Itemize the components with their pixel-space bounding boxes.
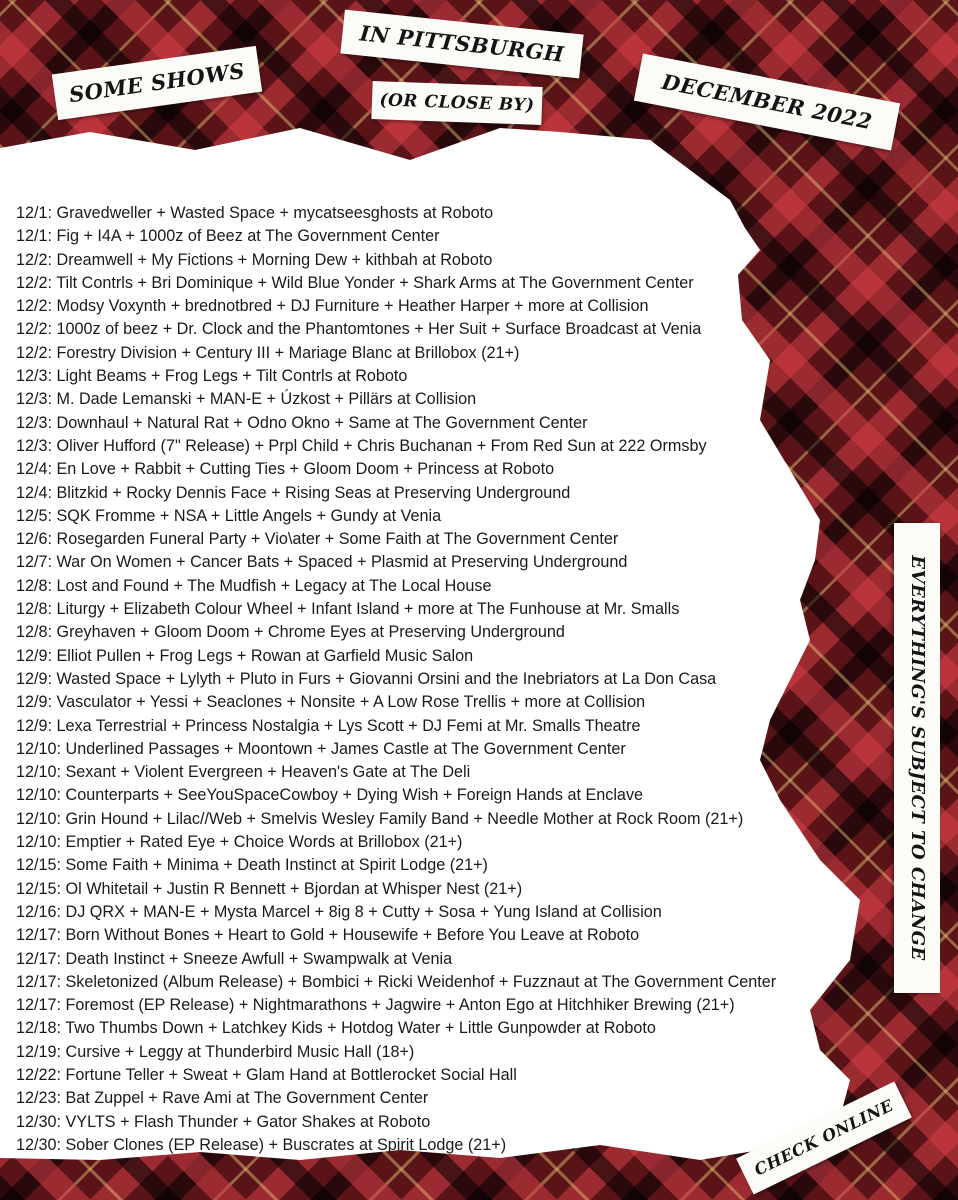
check-online-label: CHECK ONLINE xyxy=(736,1081,912,1194)
show-listing: 12/5: SQK Fromme + NSA + Little Angels + Gundy at Venia xyxy=(16,506,442,525)
show-listing: 12/1: Fig + I4A + 1000z of Beez at The Government Center xyxy=(16,227,440,246)
show-listing: 12/30: VYLTS + Flash Thunder + Gator Shakes at Roboto xyxy=(16,1112,431,1131)
some-shows-label: SOME SHOWS xyxy=(52,46,262,120)
show-listing: 12/4: En Love + Rabbit + Cutting Ties + Gloom Doom + Princess at Roboto xyxy=(16,460,555,479)
show-listing: 12/8: Liturgy + Elizabeth Colour Wheel + Infant Island + more at The Funhouse at Mr. Smalls xyxy=(16,600,680,619)
show-listing: 12/10: Underlined Passages + Moontown + James Castle at The Government Center xyxy=(16,739,626,758)
show-listing: 12/9: Wasted Space + Lylyth + Pluto in Furs + Giovanni Orsini and the Inebriators at La Don Casa xyxy=(16,669,717,688)
month-label: DECEMBER 2022 xyxy=(634,53,900,150)
show-listing: 12/2: 1000z of beez + Dr. Clock and the Phantomtones + Her Suit + Surface Broadcast at Venia xyxy=(16,320,702,339)
show-listing: 12/6: Rosegarden Funeral Party + Vio\ater + Some Faith at The Government Center xyxy=(16,530,619,549)
show-listing: 12/15: Ol Whitetail + Justin R Bennett + Bjordan at Whisper Nest (21+) xyxy=(16,879,523,898)
show-listing: 12/16: DJ QRX + MAN-E + Mysta Marcel + 8ig 8 + Cutty + Sosa + Yung Island at Collision xyxy=(16,902,662,921)
show-listing: 12/23: Bat Zuppel + Rave Ami at The Government Center xyxy=(16,1089,429,1108)
show-listing: 12/3: Oliver Hufford (7" Release) + Prpl Child + Chris Buchanan + From Red Sun at 222 Ormsby xyxy=(16,436,707,455)
show-listing: 12/2: Tilt Contrls + Bri Dominique + Wild Blue Yonder + Shark Arms at The Government Center xyxy=(16,273,694,292)
show-listing: 12/19: Cursive + Leggy at Thunderbird Music Hall (18+) xyxy=(16,1042,415,1061)
show-listing: 12/7: War On Women + Cancer Bats + Spaced + Plasmid at Preserving Underground xyxy=(16,553,628,572)
or-close-by-label: (OR CLOSE BY) xyxy=(371,81,542,125)
shows-list xyxy=(16,202,776,1157)
show-listing: 12/22: Fortune Teller + Sweat + Glam Hand at Bottlerocket Social Hall xyxy=(16,1065,517,1084)
show-listing: 12/17: Foremost (EP Release) + Nightmarathons + Jagwire + Anton Ego at Hitchhiker Brewing (21+) xyxy=(16,996,735,1015)
show-listing: 12/9: Vasculator + Yessi + Seaclones + Nonsite + A Low Rose Trellis + more at Collision xyxy=(16,693,646,712)
show-listing: 12/8: Lost and Found + The Mudfish + Legacy at The Local House xyxy=(16,576,492,595)
show-listing: 12/15: Some Faith + Minima + Death Instinct at Spirit Lodge (21+) xyxy=(16,856,488,875)
show-listing: 12/2: Modsy Voxynth + brednotbred + DJ Furniture + Heather Harper + more at Collision xyxy=(16,297,649,316)
show-listing: 12/3: M. Dade Lemanski + MAN-E + Úzkost + Pillärs at Collision xyxy=(16,390,477,409)
show-listing: 12/3: Downhaul + Natural Rat + Odno Okno + Same at The Government Center xyxy=(16,413,588,432)
show-listing: 12/9: Elliot Pullen + Frog Legs + Rowan at Garfield Music Salon xyxy=(16,646,474,665)
show-listing: 12/3: Light Beams + Frog Legs + Tilt Contrls at Roboto xyxy=(16,367,408,386)
show-listing: 12/10: Sexant + Violent Evergreen + Heaven's Gate at The Deli xyxy=(16,763,471,782)
show-listing: 12/1: Gravedweller + Wasted Space + mycatseesghosts at Roboto xyxy=(16,204,494,222)
show-listing: 12/8: Greyhaven + Gloom Doom + Chrome Eyes at Preserving Underground xyxy=(16,623,565,642)
show-listing: 12/30: Sober Clones (EP Release) + Buscrates at Spirit Lodge (21+) xyxy=(16,1135,507,1154)
show-listing: 12/9: Lexa Terrestrial + Princess Nostalgia + Lys Scott + DJ Femi at Mr. Smalls Theatre xyxy=(16,716,641,735)
show-listing: 12/17: Death Instinct + Sneeze Awfull + Swampwalk at Venia xyxy=(16,949,453,968)
show-listing: 12/4: Blitzkid + Rocky Dennis Face + Rising Seas at Preserving Underground xyxy=(16,483,571,502)
show-listing: 12/2: Forestry Division + Century III + Mariage Blanc at Brillobox (21+) xyxy=(16,343,520,362)
show-listing: 12/17: Skeletonized (Album Release) + Bombici + Ricki Weidenhof + Fuzznaut at The Government Center xyxy=(16,972,777,991)
show-listing: 12/10: Grin Hound + Lilac//Web + Smelvis Wesley Family Band + Needle Mother at Rock Room (21+) xyxy=(16,809,744,828)
show-listing: 12/18: Two Thumbs Down + Latchkey Kids + Hotdog Water + Little Gunpowder at Roboto xyxy=(16,1019,656,1038)
show-listing: 12/10: Emptier + Rated Eye + Choice Words at Brillobox (21+) xyxy=(16,833,463,852)
subject-to-change-label: EVERYTHING'S SUBJECT TO CHANGE xyxy=(894,523,940,993)
show-listing: 12/10: Counterparts + SeeYouSpaceCowboy + Dying Wish + Foreign Hands at Enclave xyxy=(16,786,644,805)
in-pittsburgh-label: IN PITTSBURGH xyxy=(340,10,583,79)
show-listing: 12/17: Born Without Bones + Heart to Gold + Housewife + Before You Leave at Roboto xyxy=(16,926,640,945)
show-listing: 12/2: Dreamwell + My Fictions + Morning Dew + kithbah at Roboto xyxy=(16,250,493,269)
